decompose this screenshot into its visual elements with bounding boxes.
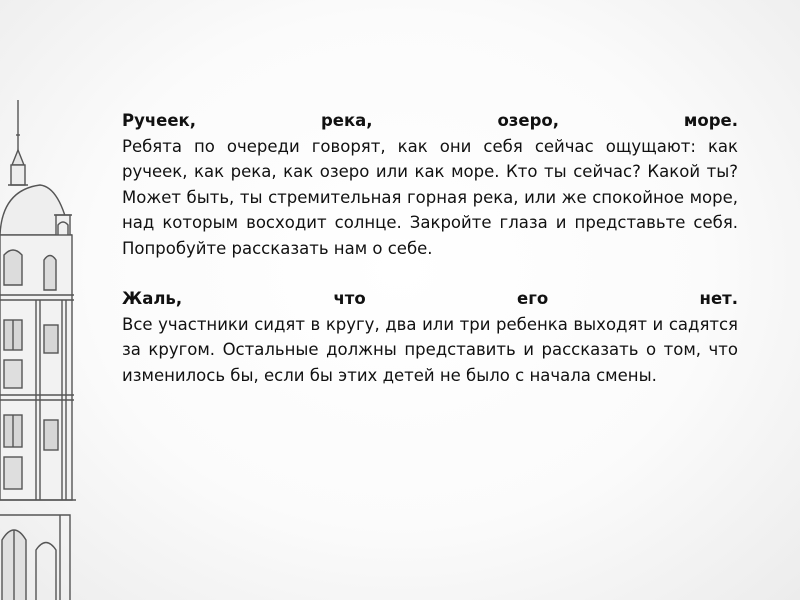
section-1 — [122, 108, 738, 261]
content-text-block — [122, 108, 738, 388]
heading-word: Ручеек, — [122, 111, 197, 130]
heading-word: что — [333, 289, 366, 308]
heading-word: нет. — [699, 289, 738, 308]
section-1-body: Ребята по очереди говорят, как они себя сейчас ощущают: как ручеек, как река, как озеро или как море. Кто ты сейчас? Какой ты? Может быть, ты стремительная горная река, или же спокойное море, над которым восходит солнце. Закройте глаза и представьте себя. Попробуйте рассказать нам о себе. — [122, 136, 738, 258]
heading-word: река, — [320, 111, 373, 130]
section-1-heading — [122, 108, 738, 134]
heading-word: море. — [683, 111, 738, 130]
heading-word: озеро, — [497, 111, 559, 130]
section-2-body: Все участники сидят в кругу, два или три ребенка выходят и садятся за кругом. Остальные должны представить и рассказать о том, что изменилось бы, если бы этих детей не было с начала смены. — [122, 314, 738, 385]
heading-word: его — [517, 289, 549, 308]
building-sketch-icon — [0, 95, 80, 600]
heading-word: Жаль, — [122, 289, 183, 308]
section-2-heading — [122, 286, 738, 312]
section-2 — [122, 286, 738, 388]
